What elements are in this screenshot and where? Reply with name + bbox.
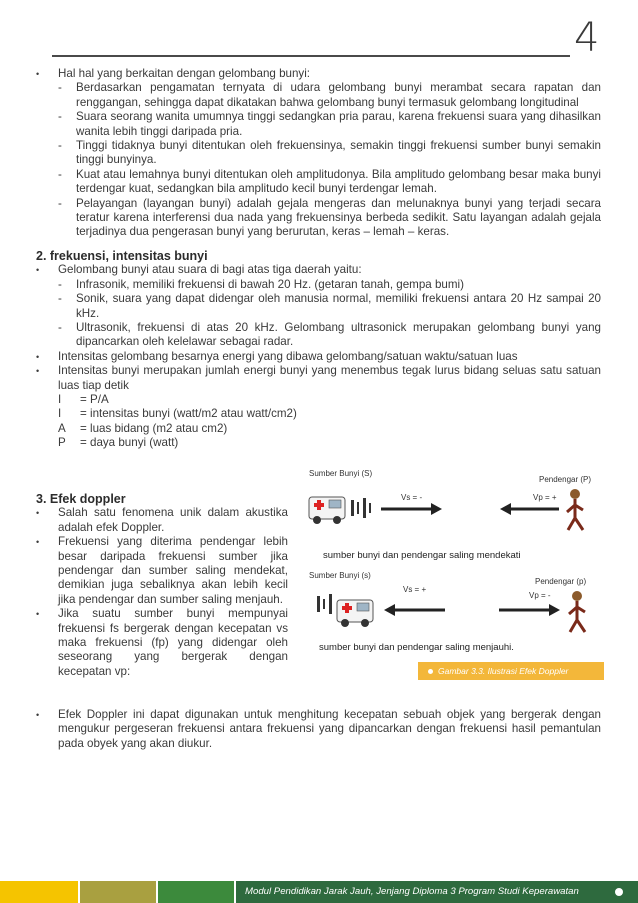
- intro-sub-text: Pelayangan (layangan bunyi) adalah gejala mengeras dan melunaknya bunyi yang terjadi secara teratur karena interferensi dua nada yang frekuensinya berbeda sedikit. Satu layangan adalah gejala terjadinya dua pengerasan bunyi yang berurutan, keras – lemah – keras.: [76, 196, 601, 239]
- main-content: [36, 67, 601, 451]
- figure-caption-text: Gambar 3.3. Ilustrasi Efek Doppler: [438, 666, 569, 676]
- doppler-final-bullet: • Efek Doppler ini dapat digunakan untuk menghitung kecepatan sebuah objek yang bergerak dengan mengukur pergeseran frekuensi antara frekuensi yang dipancarkan dengan frekuensi hasil pemantulan pada obyek yang akan diukur.: [36, 708, 601, 751]
- intro-bullet: • Hal hal yang berkaitan dengan gelombang bunyi:: [36, 67, 601, 81]
- intro-sub-text: Kuat atau lemahnya bunyi ditentukan oleh amplitudonya. Bila amplitudo gelombang besar maka bunyi terdengar kuat, sedangkan bila amplitudo kecil bunyi terdengar lemah.: [76, 167, 601, 196]
- approaching-panel: [309, 469, 591, 561]
- arrow-head-icon: [431, 503, 442, 515]
- section-3-title: 3. Efek doppler: [36, 492, 126, 506]
- intro-sub-item: - Berdasarkan pengamatan ternyata di udara gelombang bunyi merambat secara rapatan dan renggangan, sehingga dapat dikatakan bahwa gelombang bunyi termasuk gelombang longitudinal: [58, 81, 601, 109]
- footer: [0, 881, 638, 903]
- page-number: 4: [574, 15, 600, 61]
- section-2-title: 2. frekuensi, intensitas bunyi: [36, 248, 208, 263]
- footer-color-block: [158, 881, 234, 903]
- ambulance-icon: [309, 497, 345, 524]
- arrow-head-icon: [500, 503, 511, 515]
- figure-caption: [418, 662, 604, 680]
- doppler-section: [36, 492, 288, 679]
- formula-row: [36, 436, 601, 450]
- sound-bars-icon: [351, 498, 371, 518]
- receding-caption: sumber bunyi dan pendengar saling menjauhi.: [319, 642, 514, 653]
- source-label: Sumber Bunyi (s): [309, 571, 371, 580]
- formula-symbol: P: [58, 436, 66, 450]
- formula-row: [36, 407, 601, 421]
- section2-bullet: • Intensitas bunyi merupakan jumlah energi bunyi yang menembus tegak lurus bidang seluas satu satuan luas tiap detik: [36, 364, 601, 393]
- listener-velocity-label: Vp = +: [533, 493, 557, 502]
- section2-bullet: • Gelombang bunyi atau suara di bagi atas tiga daerah yaitu:: [36, 263, 601, 277]
- doppler-bullet: • Frekuensi yang diterima pendengar lebih besar daripada frekuensi sumber jika pendengar dan sumber saling mendekat, demikian juga sebaliknya akan lebih kecil jika pendengar dan sumber saling menjauh.: [36, 535, 288, 607]
- frequency-range-item: - Ultrasonik, frekuensi di atas 20 kHz. Gelombang ultrasonick merupakan gelombang bunyi yang dipancarkan oleh kelelawar sebagai radar.: [58, 320, 601, 349]
- formula-text: = daya bunyi (watt): [80, 436, 179, 450]
- receding-panel: [309, 571, 586, 653]
- formula-text: = luas bidang (m2 atau cm2): [80, 421, 228, 435]
- doppler-illustration: [303, 462, 603, 660]
- section2-bullet: • Intensitas gelombang besarnya energi yang dibawa gelombang/satuan waktu/satuan luas: [36, 350, 601, 364]
- source-label: Sumber Bunyi (S): [309, 469, 373, 478]
- intro-sub-item: - Kuat atau lemahnya bunyi ditentukan oleh amplitudonya. Bila amplitudo gelombang besar maka bunyi terdengar kuat, sedangkan bila amplitudo kecil bunyi terdengar lemah.: [58, 167, 601, 196]
- listener-label: Pendengar (P): [539, 475, 592, 484]
- header-rule: [52, 55, 570, 57]
- footer-color-block: [80, 881, 156, 903]
- arrow-head-icon: [549, 604, 560, 616]
- final-paragraph: [36, 708, 601, 751]
- doppler-bullet: • Salah satu fenomena unik dalam akustika adalah efek Doppler.: [36, 506, 288, 535]
- formula-text: = P/A: [80, 392, 109, 406]
- intro-sub-text: Berdasarkan pengamatan ternyata di udara gelombang bunyi merambat secara rapatan dan renggangan, sehingga dapat dikatakan bahwa gelombang bunyi termasuk gelombang longitudinal: [76, 81, 601, 109]
- frequency-range-item: - Infrasonik, memiliki frekuensi di bawah 20 Hz. (getaran tanah, gempa bumi): [58, 277, 464, 291]
- listener-velocity-label: Vp = -: [529, 591, 551, 600]
- sound-bars-icon: [317, 594, 332, 614]
- intro-sub-text: Tinggi tidaknya bunyi ditentukan oleh frekuensinya, semakin tinggi frekuensi sumber bunyi semakin tinggi bunyinya.: [76, 139, 601, 167]
- intro-sub-item: - Tinggi tidaknya bunyi ditentukan oleh frekuensinya, semakin tinggi frekuensi sumber bunyi semakin tinggi bunyinya.: [58, 139, 601, 167]
- intro-sub-item: - Suara seorang wanita umumnya tinggi sedangkan pria parau, karena frekuensi suara yang dihasilkan wanita lebih tinggi daripada pria.: [58, 110, 601, 138]
- formula-row: [36, 393, 601, 407]
- ambulance-icon: [337, 600, 373, 627]
- formula-symbol: A: [58, 421, 66, 435]
- doppler-bullet: • Jika suatu sumber bunyi mempunyai frekuensi fs bergerak dengan kecepatan vs maka frekuensi (fp) yang didengar oleh seseorang yang bergerak dengan kecepatan vp:: [36, 607, 288, 679]
- footer-dot-icon: [615, 888, 623, 896]
- frequency-range-text: Infrasonik, memiliki frekuensi di bawah 20 Hz. (getaran tanah, gempa bumi): [76, 277, 464, 291]
- formula-row: [36, 422, 601, 436]
- frequency-range-text: Ultrasonik, frekuensi di atas 20 kHz. Gelombang ultrasonick merupakan gelombang bunyi yang dipancarkan oleh kelelawar sebagai radar.: [76, 320, 601, 349]
- approaching-caption: sumber bunyi dan pendengar saling mendekati: [323, 550, 521, 561]
- footer-text: Modul Pendidikan Jarak Jauh, Jenjang Diploma 3 Program Studi Keperawatan: [245, 886, 579, 897]
- arrow-head-icon: [384, 604, 395, 616]
- formula-symbol: I: [58, 392, 62, 406]
- formula-symbol: I: [58, 407, 62, 421]
- source-velocity-label: Vs = -: [401, 493, 423, 502]
- source-velocity-label: Vs = +: [403, 585, 427, 594]
- frequency-range-item: - Sonik, suara yang dapat didengar oleh manusia normal, memiliki frekuensi antara 20 Hz sampai 20 kHz.: [58, 292, 601, 320]
- listener-label: Pendengar (p): [535, 577, 587, 586]
- frequency-range-text: Sonik, suara yang dapat didengar oleh manusia normal, memiliki frekuensi antara 20 Hz sampai 20 kHz.: [76, 292, 601, 320]
- footer-color-block: [0, 881, 78, 903]
- walking-person-icon: [569, 591, 585, 632]
- caption-dot-icon: [428, 669, 433, 674]
- intro-sub-text: Suara seorang wanita umumnya tinggi sedangkan pria parau, karena frekuensi suara yang dihasilkan wanita lebih tinggi daripada pria.: [76, 110, 601, 138]
- intro-sub-item: - Pelayangan (layangan bunyi) adalah gejala mengeras dan melunaknya bunyi yang terjadi secara teratur karena interferensi dua nada yang frekuensinya berbeda sedikit. Satu layangan adalah gejala terjadinya dua pengerasan bunyi yang berurutan, keras – lemah – keras.: [58, 196, 601, 239]
- formula-text: = intensitas bunyi (watt/m2 atau watt/cm2): [80, 407, 297, 421]
- walking-person-icon: [567, 489, 583, 530]
